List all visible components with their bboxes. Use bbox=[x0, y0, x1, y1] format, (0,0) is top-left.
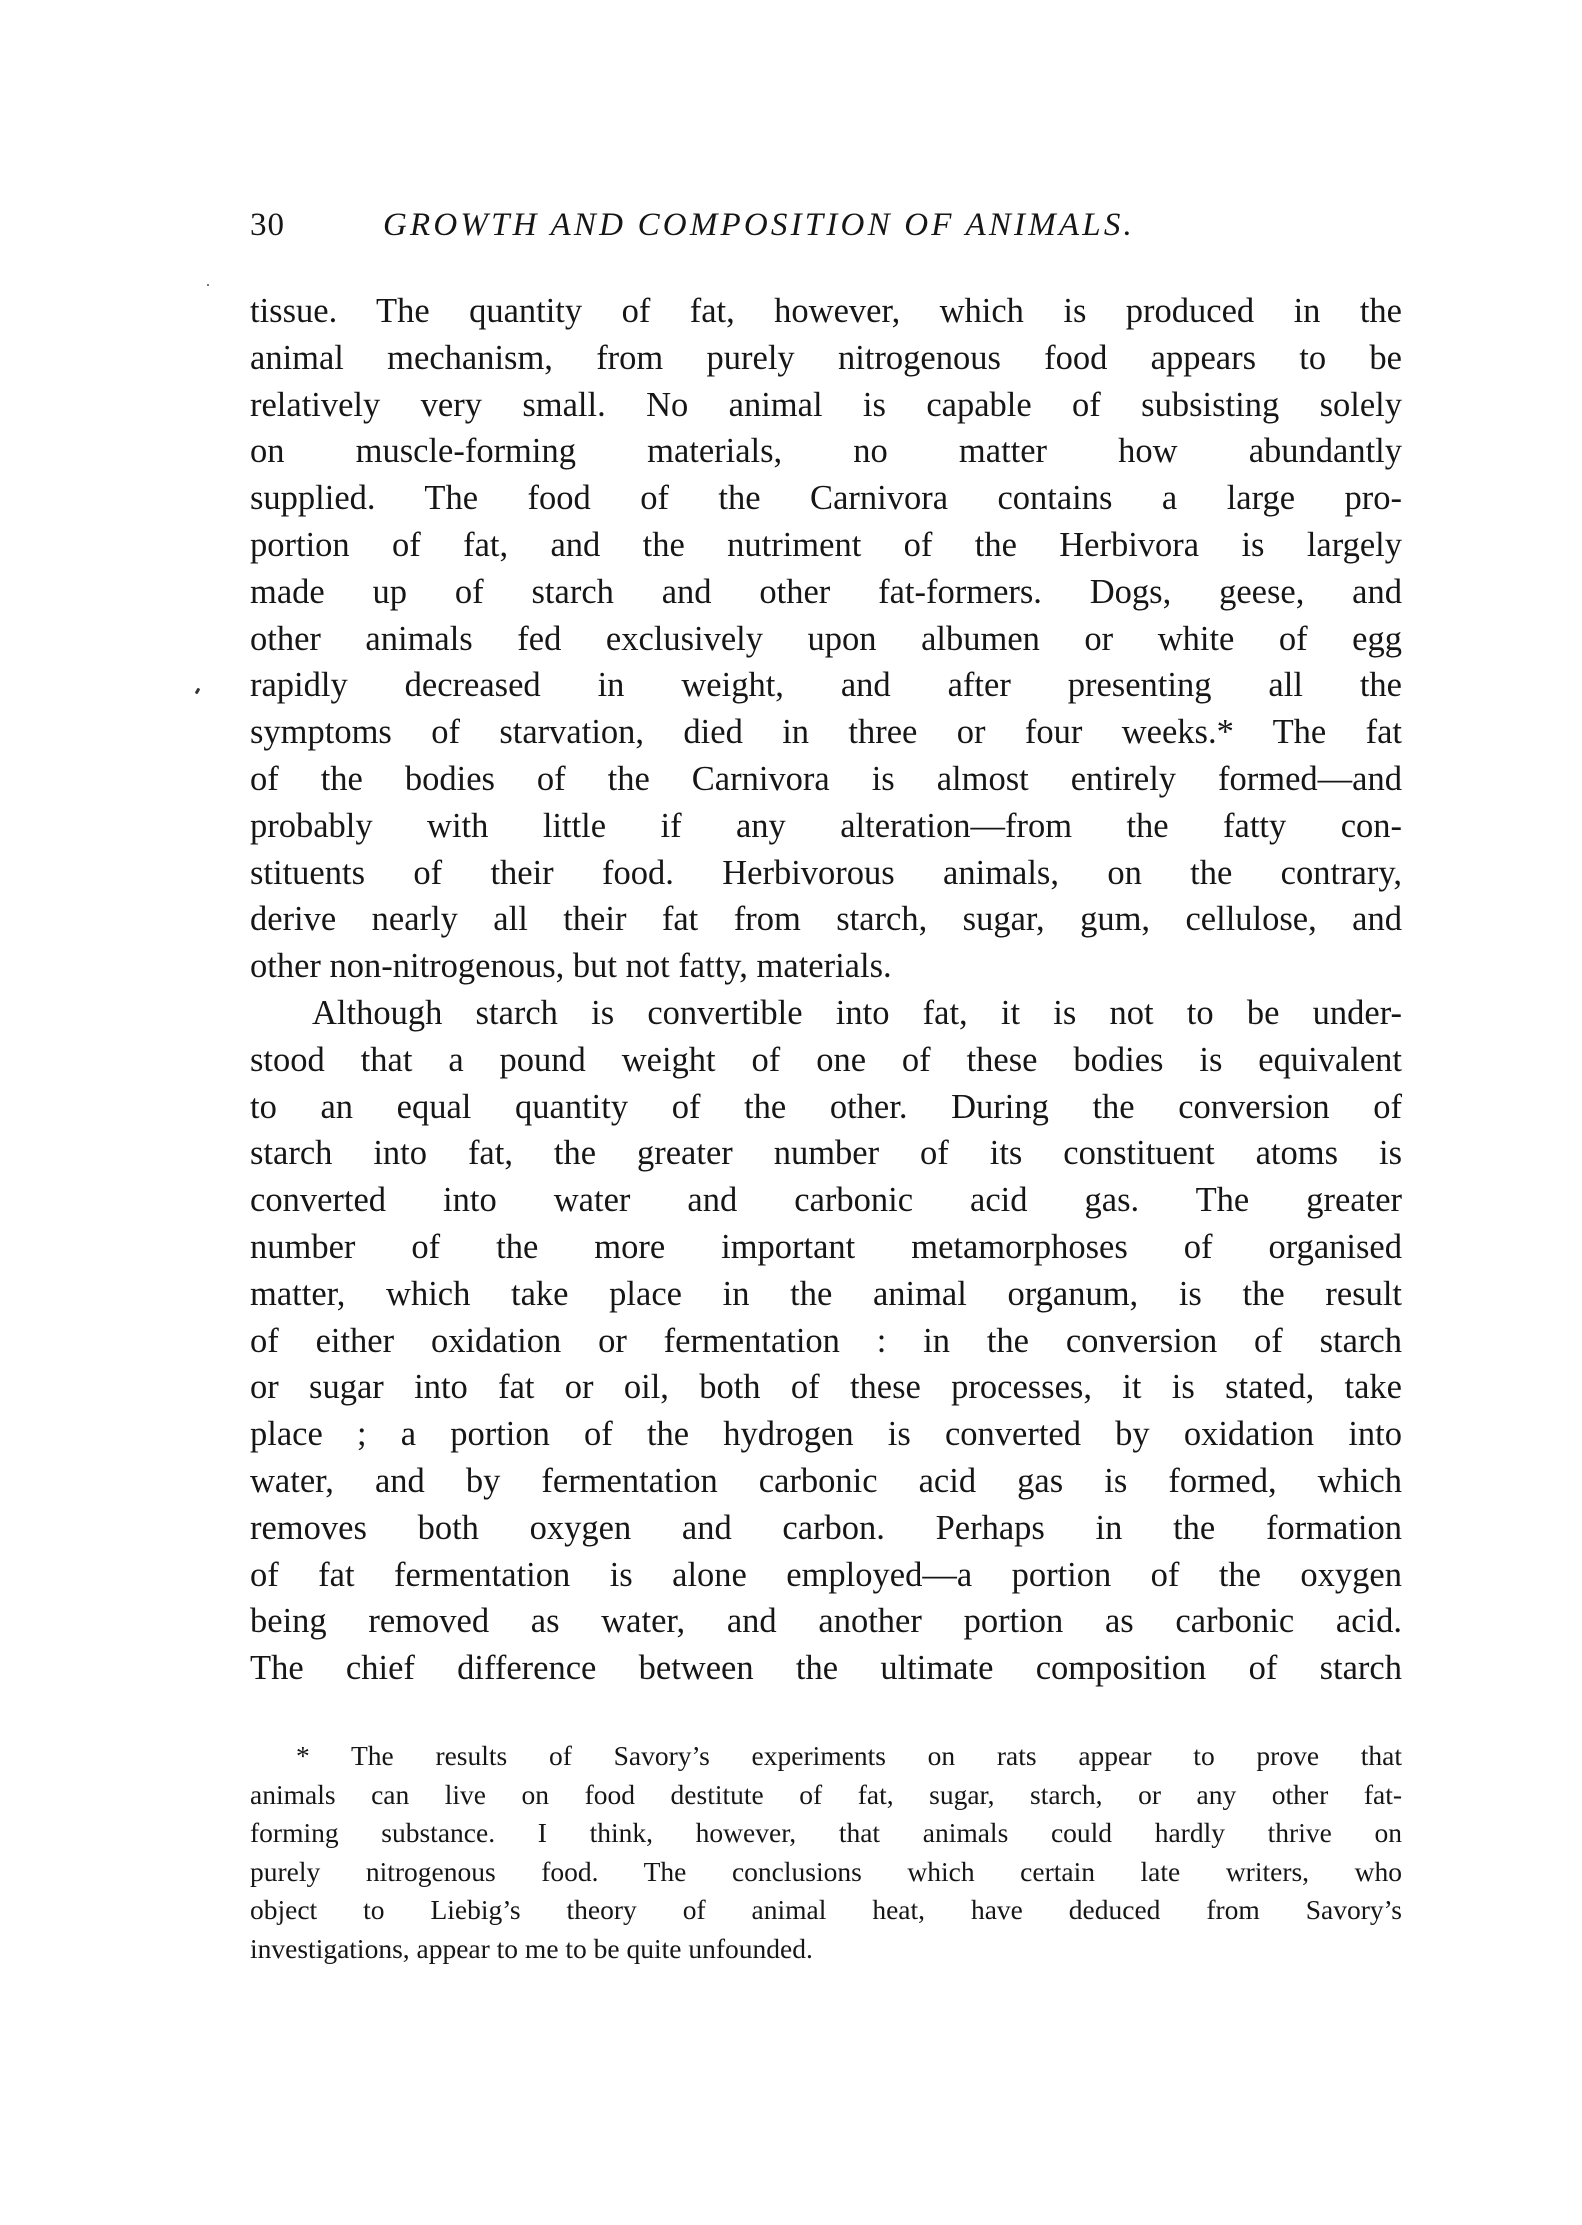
text-line: to an equal quantity of the other. During the conversion of bbox=[250, 1087, 1402, 1126]
running-title: GROWTH AND COMPOSITION OF ANIMALS. bbox=[383, 207, 1135, 243]
text-line: The chief difference between the ultimate composition of starch bbox=[250, 1649, 1402, 1688]
text-line: Although starch is convertible into fat, it is not to be under- bbox=[312, 993, 1402, 1032]
running-head bbox=[250, 205, 1402, 245]
text-line: symptoms of starvation, died in three or four weeks.* The fat bbox=[250, 713, 1402, 752]
footnote-line: * The results of Savory’s experiments on rats appear to prove that bbox=[296, 1740, 1402, 1771]
text-line: other non-nitrogenous, but not fatty, materials. bbox=[250, 947, 892, 986]
text-line: matter, which take place in the animal organum, is the result bbox=[250, 1274, 1402, 1313]
text-line: on muscle-forming materials, no matter how abundantly bbox=[250, 432, 1402, 471]
scan-artifact-dot bbox=[207, 284, 209, 286]
text-line: supplied. The food of the Carnivora contains a large pro- bbox=[250, 479, 1402, 518]
text-line: portion of fat, and the nutriment of the Herbivora is largely bbox=[250, 525, 1402, 564]
text-line: number of the more important metamorphoses of organised bbox=[250, 1227, 1402, 1266]
text-line: other animals fed exclusively upon albumen or white of egg bbox=[250, 619, 1402, 658]
text-line: or sugar into fat or oil, both of these processes, it is stated, take bbox=[250, 1368, 1402, 1407]
page-number: 30 bbox=[250, 207, 285, 243]
text-line: of fat fermentation is alone employed—a portion of the oxygen bbox=[250, 1555, 1402, 1594]
scan-artifact-mark bbox=[195, 688, 201, 695]
text-line: stood that a pound weight of one of these bodies is equivalent bbox=[250, 1040, 1402, 1079]
text-line: of either oxidation or fermentation : in the conversion of starch bbox=[250, 1321, 1402, 1360]
paragraph-1 bbox=[250, 288, 1402, 990]
body-text bbox=[250, 288, 1402, 1692]
paragraph-2 bbox=[250, 990, 1402, 1692]
footnote-line: forming substance. I think, however, that animals could hardly thrive on bbox=[250, 1817, 1402, 1849]
text-line: relatively very small. No animal is capable of subsisting solely bbox=[250, 385, 1402, 424]
footnote-line: investigations, appear to me to be quite unfounded. bbox=[250, 1932, 813, 1964]
footnote-line: purely nitrogenous food. The conclusions which certain late writers, who bbox=[250, 1855, 1402, 1887]
text-line: place ; a portion of the hydrogen is converted by oxidation into bbox=[250, 1415, 1402, 1454]
footnote bbox=[250, 1737, 1402, 1969]
text-line: converted into water and carbonic acid gas. The greater bbox=[250, 1181, 1402, 1220]
text-line: animal mechanism, from purely nitrogenous food appears to be bbox=[250, 338, 1402, 377]
text-line: being removed as water, and another portion as carbonic acid. bbox=[250, 1602, 1402, 1641]
text-line: stituents of their food. Herbivorous animals, on the contrary, bbox=[250, 853, 1402, 892]
text-line: water, and by fermentation carbonic acid gas is formed, which bbox=[250, 1461, 1402, 1500]
text-line: derive nearly all their fat from starch, sugar, gum, cellulose, and bbox=[250, 900, 1402, 939]
text-line: of the bodies of the Carnivora is almost entirely formed—and bbox=[250, 759, 1402, 798]
text-line: rapidly decreased in weight, and after presenting all the bbox=[250, 666, 1402, 705]
text-line: made up of starch and other fat-formers. Dogs, geese, and bbox=[250, 572, 1402, 611]
text-line: tissue. The quantity of fat, however, which is produced in the bbox=[250, 292, 1402, 330]
text-line: probably with little if any alteration—from the fatty con- bbox=[250, 806, 1402, 845]
footnote-line: animals can live on food destitute of fat, sugar, starch, or any other fat- bbox=[250, 1778, 1402, 1810]
footnote-line: object to Liebig’s theory of animal heat, have deduced from Savory’s bbox=[250, 1894, 1402, 1926]
text-line: removes both oxygen and carbon. Perhaps in the formation bbox=[250, 1508, 1402, 1547]
text-line: starch into fat, the greater number of its constituent atoms is bbox=[250, 1134, 1402, 1173]
